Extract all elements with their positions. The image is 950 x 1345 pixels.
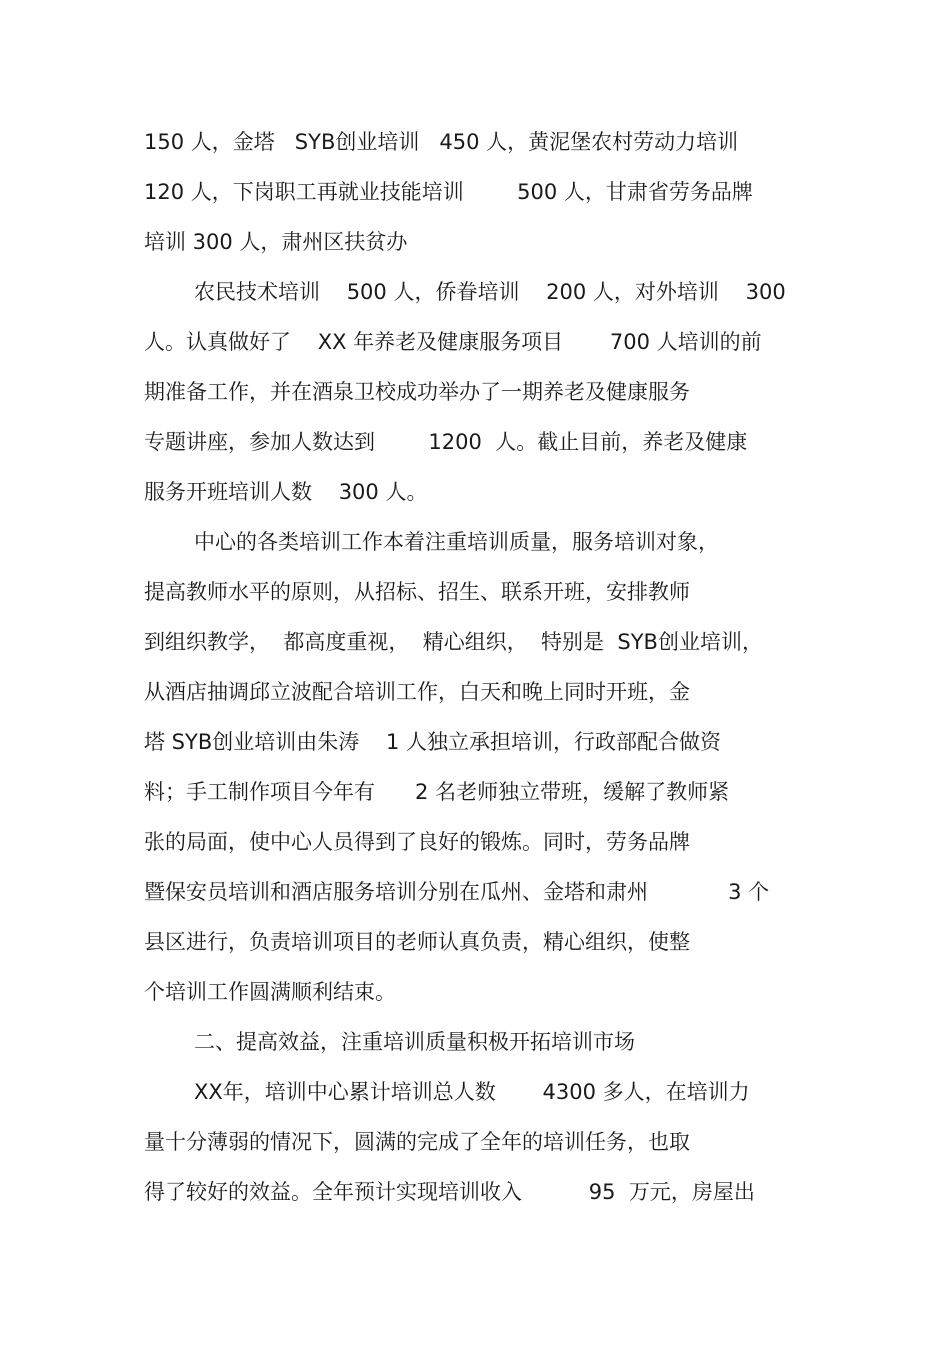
- text-line: 张的局面，使中心人员得到了良好的锻炼。同时，劳务品牌: [144, 830, 690, 854]
- text-line: 期准备工作，并在酒泉卫校成功举办了一期养老及健康服务: [144, 380, 690, 404]
- text-line: 料；手工制作项目今年有 2 名老师独立带班，缓解了教师紧: [144, 780, 730, 804]
- text-line: 人。认真做好了 XX 年养老及健康服务项目 700 人培训的前: [144, 330, 762, 354]
- section-heading: 二、提高效益，注重培训质量积极开拓培训市场: [194, 1030, 635, 1054]
- text-line: 120 人，下岗职工再就业技能培训 500 人，甘肃省劳务品牌: [144, 180, 753, 204]
- text-line: 服务开班培训人数 300 人。: [144, 480, 428, 504]
- text-line: 量十分薄弱的情况下，圆满的完成了全年的培训任务，也取: [144, 1130, 690, 1154]
- text-line: 县区进行，负责培训项目的老师认真负责，精心组织，使整: [144, 930, 690, 954]
- text-line: 个培训工作圆满顺利结束。: [144, 980, 396, 1004]
- paragraph-first-line: 中心的各类培训工作本着注重培训质量，服务培训对象，: [194, 530, 719, 554]
- text-line: 塔 SYB创业培训由朱涛 1 人独立承担培训，行政部配合做资: [144, 730, 721, 754]
- text-line: 到组织教学， 都高度重视， 精心组织， 特别是 SYB创业培训，: [144, 630, 763, 654]
- paragraph-first-line: 农民技术培训 500 人，侨眷培训 200 人，对外培训 300: [194, 280, 786, 304]
- text-line: 得了较好的效益。全年预计实现培训收入 95 万元，房屋出: [144, 1180, 755, 1204]
- text-line: 提高教师水平的原则，从招标、招生、联系开班，安排教师: [144, 580, 690, 604]
- text-line: 培训 300 人，肃州区扶贫办: [144, 230, 408, 254]
- paragraph-first-line: XX年，培训中心累计培训总人数 4300 多人，在培训力: [194, 1080, 750, 1104]
- text-line: 暨保安员培训和酒店服务培训分别在瓜州、金塔和肃州 3 个: [144, 880, 770, 904]
- text-line: 从酒店抽调邱立波配合培训工作，白天和晚上同时开班，金: [144, 680, 690, 704]
- text-line: 150 人，金塔 SYB创业培训 450 人，黄泥堡农村劳动力培训: [144, 130, 739, 154]
- text-line: 专题讲座，参加人数达到 1200 人。截止目前，养老及健康: [144, 430, 748, 454]
